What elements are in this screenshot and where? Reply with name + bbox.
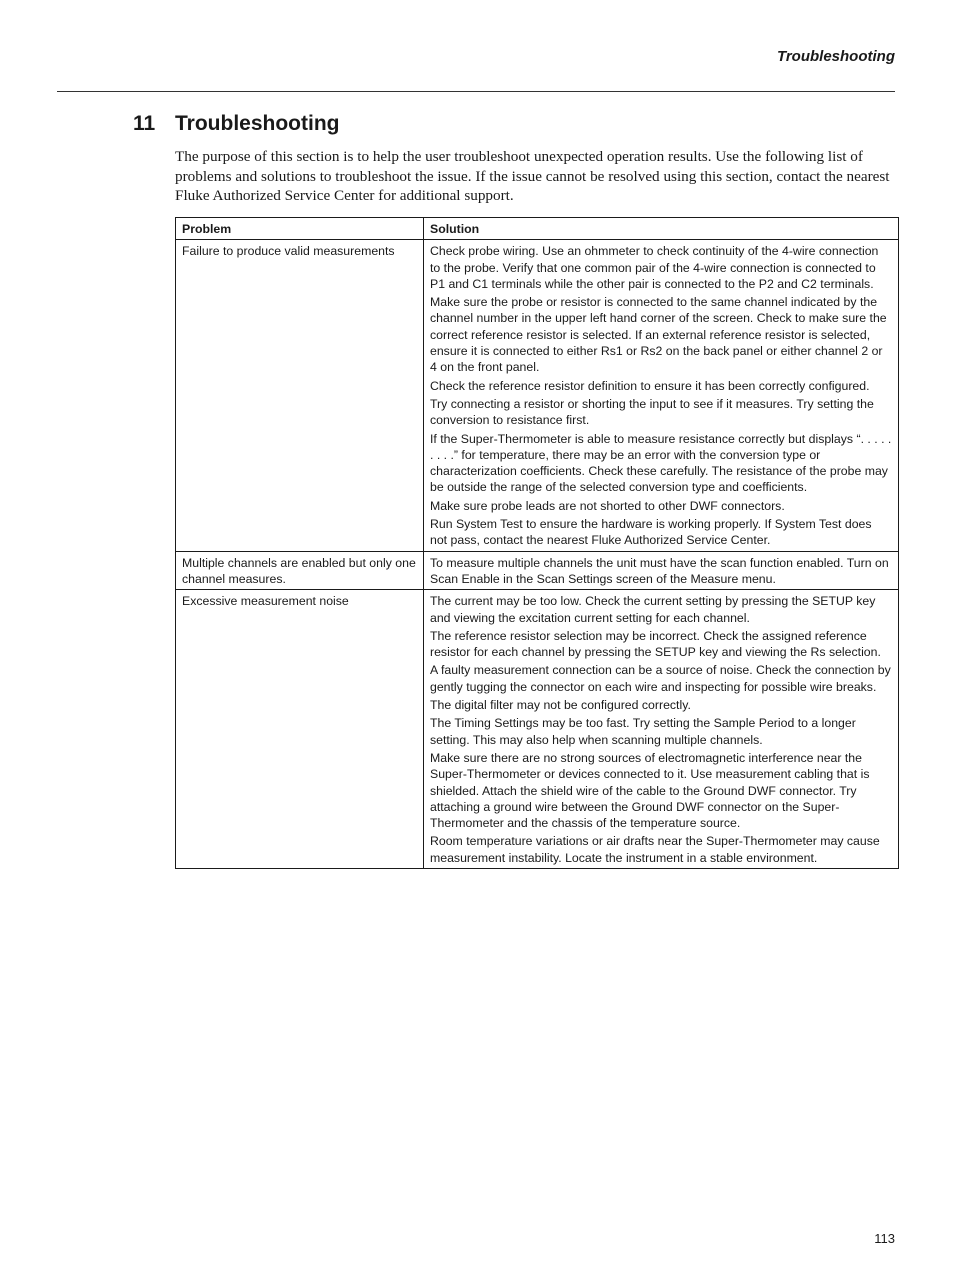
running-header-title: Troubleshooting <box>776 48 895 65</box>
section-number: 11 <box>133 112 156 135</box>
solution-item: Try connecting a resistor or shorting the input to see if it measures. Try setting the conversion to resistance first. <box>430 396 874 428</box>
solution-item: Make sure there are no strong sources of electromagnetic interference near the Super-Thermometer or devices connected to it. Use measurement cabling that is shielded. Attach the shield wire of the cable to the Ground DWF connector. Try attaching a ground wire between the Ground DWF connector on the Super-Thermometer and the chassis of the temperature source. <box>430 750 870 831</box>
intro-paragraph: The purpose of this section is to help the user troubleshoot unexpected operation results. Use the following list of problems and solutions to troubleshoot the issue. If the issue cannot be resolved using this section, contact the nearest Fluke Authorized Service Center for additional support. <box>175 148 890 205</box>
column-header-solution: Solution <box>424 218 899 240</box>
solution-item: Check probe wiring. Use an ohmmeter to check continuity of the 4-wire connection to the probe. Verify that one common pair of the 4-wire connection is connected to P1 and C1 terminals while the other pair is connected to the P2 and C2 terminals. <box>430 244 879 291</box>
solution-item: Make sure the probe or resistor is connected to the same channel indicated by the channel number in the upper left hand corner of the screen. Check to make sure the correct reference resistor is selected. If an external reference resistor is selected, ensure it is connected to either Rs1 or Rs2 on the back panel or either channel 2 or 4 on the front panel. <box>430 295 887 375</box>
header-divider <box>57 91 895 92</box>
table-body <box>176 240 899 869</box>
solution-cell <box>424 551 899 590</box>
solution-item: Check the reference resistor definition to ensure it has been correctly configured. <box>430 378 870 393</box>
solution-cell <box>424 240 899 551</box>
solution-item: The Timing Settings may be too fast. Try setting the Sample Period to a longer setting. This may also help when scanning multiple channels. <box>430 716 856 747</box>
table-row <box>176 590 899 869</box>
table-row <box>176 240 899 551</box>
table-header-row <box>176 218 899 240</box>
solution-item: The reference resistor selection may be incorrect. Check the assigned reference resistor for each channel by pressing the SETUP key and viewing the Rs selection. <box>430 628 881 660</box>
solution-cell <box>424 590 899 869</box>
table-row <box>176 551 899 590</box>
section-heading <box>133 112 339 136</box>
problem-cell: Failure to produce valid measurements <box>176 240 424 551</box>
problem-cell: Multiple channels are enabled but only one channel measures. <box>176 551 424 590</box>
column-header-problem: Problem <box>176 218 424 240</box>
solution-item: To measure multiple channels the unit must have the scan function enabled. Turn on Scan Enable in the Scan Settings screen of the Measure menu. <box>430 555 889 586</box>
solution-item: If the Super-Thermometer is able to measure resistance correctly but displays “. . . . . . . . .” for temperature, there may be an error with the conversion type or characterization coefficients. Check these carefully. The resistance of the probe may be outside the range of the selected conversion type and coefficients. <box>430 431 892 495</box>
solution-item: A faulty measurement connection can be a source of noise. Check the connection by gently tugging the connector on each wire and inspecting for possible wire breaks. <box>430 663 891 694</box>
page-number: 113 <box>874 1231 895 1246</box>
problem-cell: Excessive measurement noise <box>176 590 424 869</box>
troubleshooting-table <box>175 217 899 869</box>
solution-item: The current may be too low. Check the current setting by pressing the SETUP key and viewing the excitation current setting for each channel. <box>430 594 876 625</box>
solution-item: Room temperature variations or air drafts near the Super-Thermometer may cause measurement instability. Locate the instrument in a stable environment. <box>430 834 880 865</box>
solution-item: Run System Test to ensure the hardware is working properly. If System Test does not pass, contact the nearest Fluke Authorized Service Center. <box>430 517 872 548</box>
section-title: Troubleshooting <box>175 112 340 135</box>
solution-item: The digital filter may not be configured correctly. <box>430 698 691 713</box>
solution-item: Make sure probe leads are not shorted to other DWF connectors. <box>430 498 785 513</box>
